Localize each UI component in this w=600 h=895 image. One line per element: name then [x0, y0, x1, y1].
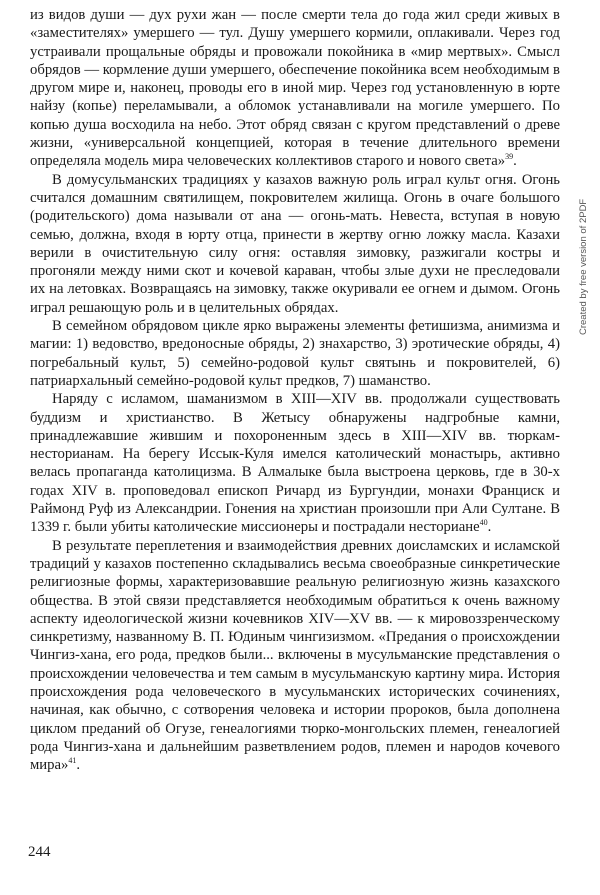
- footnote-ref: 41: [68, 756, 77, 766]
- paragraph-text: Наряду с исламом, шаманизмом в XIII—XIV вв. продолжали существовать буддизм и христианство. В Жетысу обнаружены надгробные камни, принадлежавшие жившим и похороненным здесь в XIII—XIV вв. тюркам-несторианам. На берегу Иссык-Куля имелся католический монастырь, активно велась пропаганда католицизма. В Алмалыке была выстроена церковь, где в 30-х годах XIV в. проповедовал епископ Ричард из Бургундии, монахи Франциск и Раймонд Руф из Александрии. Гонения на христиан произошли при Али Султане. В 1339 г. были убиты католические миссионеры и пострадали несториане: [30, 391, 560, 536]
- watermark: Created by free version of 2PDF: [578, 198, 589, 335]
- page-number: 244: [28, 844, 51, 860]
- paragraph-text: В домусульманских традициях у казахов важную роль играл культ огня. Огонь считался домашним святилищем, покровителем жилища. Огонь в очаге большого (родительского) дома называли от ана — огонь-мать. Невеста, вступая в новую семью, должна, входя в юрту отца, принести в жертву огню ложку масла. Казахи верили в очистительную силу огня: оставляя зимовку, разжигали костры и прогоняли между ними скот и кочевой караван, чтобы злые духи не преследовали их на летовках. Возвращаясь на зимовку, также окуривали ее огнем и дымом. Огонь играл решающую роль и в целительных обрядах.: [30, 171, 560, 316]
- paragraph: [30, 6, 560, 171]
- paragraph: [30, 317, 560, 390]
- paragraph-end: .: [513, 153, 517, 170]
- paragraph: [30, 390, 560, 536]
- paragraph-text: из видов души — дух рухи жан — после смерти тела до года жил среди живых в «заместителях» умершего — тул. Душу умершего кормили, оплакивали. Через год устраивали прощальные обряды и провожали покойника в «мир мертвых». Смысл обрядов — кормление души умершего, обеспечение покойника всем необходимым в другом мире и, наконец, проводы его в иной мир. Через год установленную в юрте найзу (копье) переламывали, а обломок устанавливали на могиле умершего. По копью душа восходила на небо. Этот обряд связан с кругом представлений о древе жизни, «универсальной концепцией, которая в течение длительного времени определяла модель мира человеческих коллективов старого и нового света»: [30, 7, 560, 170]
- paragraph-end: .: [487, 519, 492, 536]
- footnote-ref: 40: [479, 518, 488, 528]
- page-body: [30, 6, 560, 774]
- paragraph-end: .: [76, 757, 81, 774]
- paragraph-text: В результате переплетения и взаимодействия древних доисламских и исламской традиций у казахов постепенно складывались весьма своеобразные синкретические религиозные формы, характеризовавшие реальную религиозную жизнь казахского общества. В этой связи представляется необходимым обратиться к очень важному аспекту идеологической жизни кочевников XIV—XV вв. — к мировоззренческому синкретизму, названному В. П. Юдиным чингизизмом. «Предания о происхождении Чингиз-хана, его рода, предков были... включены в мусульманские представления о происхождении человечества и тем самым в мусульманскую картину мира. История происхождения рода человеческого в мусульманских исторических сочинениях, начиная, как обычно, с сотворения человека и истории пророков, была дополнена циклом преданий об Огузе, генеалогиями тюрко-монгольских племен, генеалогией рода Чингиз-хана и дальнейшим разветвлением родов, племен и народов кочевого мира»: [30, 537, 560, 774]
- paragraph-text: В семейном обрядовом цикле ярко выражены элементы фетишизма, анимизма и магии: 1) ведовство, вредоносные обряды, 2) знахарство, 3) эротические обряды, 4) погребальный культ, 5) семейно-родовой культ святынь и покровителей, 6) патриархальный семейно-родовой культ предков, 7) шаманство.: [30, 318, 560, 389]
- paragraph: [30, 537, 560, 775]
- paragraph: [30, 171, 560, 317]
- footnote-ref: 39: [505, 152, 514, 162]
